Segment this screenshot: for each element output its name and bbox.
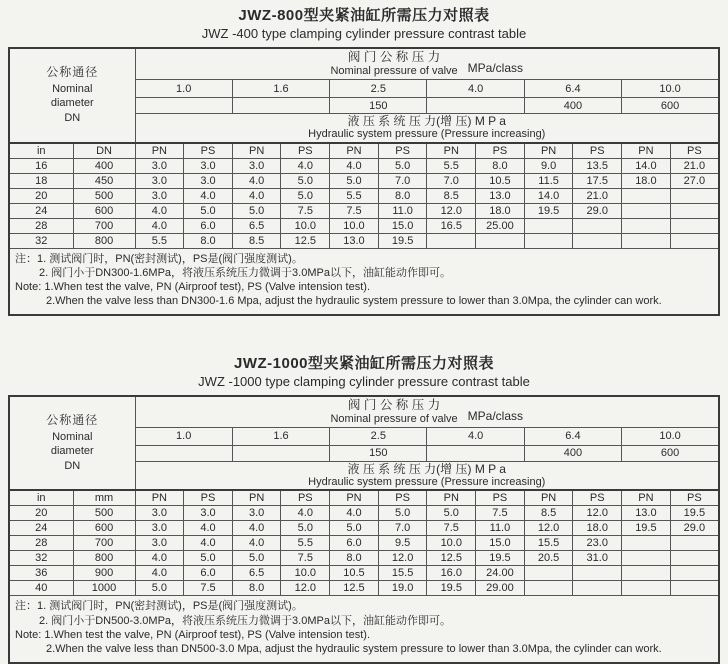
class-code-cell: [232, 98, 329, 114]
notes-block: [9, 596, 719, 663]
pressure-value-cell: 4.0: [232, 536, 281, 551]
size-in-cell: 24: [9, 203, 73, 218]
pressure-value-cell: 16.5: [427, 218, 476, 233]
pressure-value-cell: 8.0: [184, 233, 233, 248]
data-row: [9, 521, 719, 536]
class-code-cell: 150: [330, 98, 427, 114]
pressure-value-cell: 19.5: [427, 581, 476, 596]
nominal-diameter-label-en3: DN: [64, 460, 81, 473]
pressure-value-cell: 5.0: [427, 506, 476, 521]
pressure-value-cell: 9.0: [524, 158, 573, 173]
pressure-value-cell: 10.0: [427, 536, 476, 551]
hydraulic-pressure-header: [135, 461, 719, 490]
note-en-1: Note: 1.When test the valve, PN (Airproof test), PS (Valve intension test).: [15, 280, 371, 293]
pn-ps-header-cell: PS: [476, 490, 525, 506]
pn-ps-header-cell: PN: [622, 490, 671, 506]
pressure-value-cell: 11.0: [476, 521, 525, 536]
size-in-cell: 36: [9, 566, 73, 581]
pressure-value-cell: [524, 581, 573, 596]
data-row: [9, 218, 719, 233]
valve-pressure-label-zh: 阀 门 公 称 压 力: [347, 49, 441, 64]
pressure-value-cell: 29.00: [476, 581, 525, 596]
data-row: [9, 566, 719, 581]
pressure-value-cell: 6.0: [330, 536, 379, 551]
pressure-class-cell: 2.5: [330, 80, 427, 98]
pressure-value-cell: [524, 233, 573, 248]
pressure-value-cell: 10.0: [281, 218, 330, 233]
unit-header-row: [9, 490, 719, 506]
pressure-value-cell: 19.5: [476, 551, 525, 566]
pressure-value-cell: 17.5: [573, 173, 622, 188]
class-code-cell: 600: [622, 445, 719, 461]
pn-ps-header-cell: PN: [232, 490, 281, 506]
size-in-cell: 20: [9, 188, 73, 203]
pressure-value-cell: 16.0: [427, 566, 476, 581]
pn-ps-header-cell: PN: [427, 143, 476, 159]
hydraulic-pressure-label-en: Hydraulic system pressure (Pressure increasing): [308, 128, 546, 141]
pressure-value-cell: 6.0: [184, 566, 233, 581]
size-dn-cell: 450: [73, 173, 135, 188]
pressure-value-cell: 8.5: [232, 233, 281, 248]
data-row: [9, 506, 719, 521]
pressure-value-cell: 4.0: [281, 158, 330, 173]
pressure-value-cell: [670, 536, 719, 551]
size-dn-cell: 800: [73, 233, 135, 248]
nominal-diameter-label-en2: diameter: [50, 97, 94, 110]
pressure-value-cell: [573, 581, 622, 596]
table-title-english: JWZ -1000 type clamping cylinder pressure contrast table: [198, 373, 530, 389]
pressure-value-cell: 15.5: [378, 566, 427, 581]
pressure-value-cell: 12.0: [427, 203, 476, 218]
pressure-value-cell: 27.0: [670, 173, 719, 188]
pn-ps-header-cell: PS: [378, 490, 427, 506]
pressure-value-cell: 18.0: [622, 173, 671, 188]
jwz-1000-table-section: [0, 352, 728, 664]
pressure-value-cell: 3.0: [135, 506, 184, 521]
size-dn-cell: 800: [73, 551, 135, 566]
pressure-value-cell: 19.5: [524, 203, 573, 218]
pressure-value-cell: 5.0: [232, 203, 281, 218]
valve-pressure-unit: MPa/class: [467, 61, 524, 75]
nominal-diameter-label-zh: 公称通径: [46, 413, 99, 428]
pressure-value-cell: [670, 581, 719, 596]
pressure-value-cell: 5.0: [330, 521, 379, 536]
pressure-value-cell: 18.0: [573, 521, 622, 536]
pressure-value-cell: 21.0: [573, 188, 622, 203]
pressure-value-cell: [622, 566, 671, 581]
pressure-value-cell: 23.0: [573, 536, 622, 551]
table-title-chinese: JWZ-800型夹紧油缸所需压力对照表: [238, 7, 490, 24]
pressure-value-cell: 21.0: [670, 158, 719, 173]
pressure-value-cell: [670, 203, 719, 218]
pressure-value-cell: 9.5: [378, 536, 427, 551]
pressure-value-cell: 10.0: [330, 218, 379, 233]
pressure-value-cell: 7.5: [281, 203, 330, 218]
pressure-value-cell: 14.0: [524, 188, 573, 203]
pressure-value-cell: [670, 233, 719, 248]
pressure-value-cell: 5.0: [281, 173, 330, 188]
notes-block: [9, 248, 719, 315]
pressure-value-cell: 5.0: [232, 551, 281, 566]
size-in-cell: 24: [9, 521, 73, 536]
hydraulic-pressure-header: [135, 114, 719, 143]
table-title-chinese: JWZ-1000型夹紧油缸所需压力对照表: [233, 354, 495, 372]
pressure-value-cell: [670, 551, 719, 566]
data-row: [9, 188, 719, 203]
pressure-value-cell: 19.5: [622, 521, 671, 536]
pressure-value-cell: 10.5: [476, 173, 525, 188]
pressure-value-cell: 5.0: [184, 203, 233, 218]
valve-pressure-header: [135, 396, 719, 428]
pressure-class-cell: 1.0: [135, 427, 232, 445]
pressure-value-cell: 8.5: [427, 188, 476, 203]
pressure-value-cell: [573, 233, 622, 248]
note-en-1: Note: 1.When test the valve, PN (Airproof test), PS (Valve intension test).: [15, 628, 371, 641]
size-in-cell: 32: [9, 551, 73, 566]
pn-ps-header-cell: PS: [281, 143, 330, 159]
pressure-value-cell: 3.0: [184, 173, 233, 188]
pressure-value-cell: 5.0: [281, 188, 330, 203]
pressure-value-cell: 6.5: [232, 566, 281, 581]
notes-row: [9, 596, 719, 663]
pressure-value-cell: 3.0: [184, 506, 233, 521]
size-unit-header-cell: in: [9, 143, 73, 159]
pressure-value-cell: 8.0: [330, 551, 379, 566]
size-dn-cell: 900: [73, 566, 135, 581]
pressure-class-cell: 6.4: [524, 427, 621, 445]
pressure-value-cell: 10.0: [281, 566, 330, 581]
pressure-value-cell: 12.0: [524, 521, 573, 536]
nominal-diameter-label-en3: DN: [64, 112, 81, 125]
unit-header-row: [9, 143, 719, 159]
class-code-cell: 600: [622, 98, 719, 114]
pressure-value-cell: 19.5: [670, 506, 719, 521]
size-unit-header-cell: in: [9, 490, 73, 506]
pressure-value-cell: 15.0: [378, 218, 427, 233]
pressure-value-cell: 3.0: [232, 158, 281, 173]
pressure-value-cell: 13.5: [573, 158, 622, 173]
size-dn-cell: 400: [73, 158, 135, 173]
note-en-2: 2.When the valve less than DN500-3.0 Mpa, adjust the hydraulic system pressure to lower than 3.0Mpa, the cylinder can work.: [46, 642, 662, 655]
class-code-cell: 400: [524, 98, 621, 114]
pressure-class-cell: 10.0: [622, 80, 719, 98]
pressure-value-cell: 25.00: [476, 218, 525, 233]
pressure-value-cell: 4.0: [281, 506, 330, 521]
size-dn-cell: 1000: [73, 581, 135, 596]
pressure-value-cell: [622, 188, 671, 203]
data-row: [9, 536, 719, 551]
pressure-value-cell: 3.0: [135, 158, 184, 173]
class-code-cell: 150: [330, 445, 427, 461]
size-unit-header-cell: mm: [73, 490, 135, 506]
note-zh-2: 2. 阀门小于DN500-3.0MPa，将液压系统压力微调于3.0MPa以下，油缸能动作即可。: [39, 614, 451, 627]
pressure-value-cell: 3.0: [135, 188, 184, 203]
pressure-value-cell: 31.0: [573, 551, 622, 566]
pressure-value-cell: 15.0: [476, 536, 525, 551]
pressure-value-cell: 12.5: [427, 551, 476, 566]
pressure-value-cell: [427, 233, 476, 248]
pn-ps-header-cell: PS: [573, 490, 622, 506]
pn-ps-header-cell: PS: [670, 143, 719, 159]
pressure-value-cell: 4.0: [135, 566, 184, 581]
pressure-value-cell: 3.0: [232, 506, 281, 521]
pressure-value-cell: 12.0: [573, 506, 622, 521]
pressure-value-cell: [476, 233, 525, 248]
pn-ps-header-cell: PS: [476, 143, 525, 159]
pressure-value-cell: 5.5: [281, 536, 330, 551]
pressure-value-cell: 5.0: [135, 581, 184, 596]
pressure-value-cell: [622, 551, 671, 566]
pn-ps-header-cell: PN: [524, 143, 573, 159]
pressure-value-cell: 5.0: [378, 506, 427, 521]
pressure-value-cell: 7.0: [378, 521, 427, 536]
pn-ps-header-cell: PS: [378, 143, 427, 159]
class-code-cell: [135, 98, 232, 114]
pressure-value-cell: 12.0: [281, 581, 330, 596]
data-row: [9, 581, 719, 596]
pressure-value-cell: 15.5: [524, 536, 573, 551]
size-in-cell: 28: [9, 536, 73, 551]
pressure-value-cell: 8.0: [378, 188, 427, 203]
pressure-value-cell: 7.5: [330, 203, 379, 218]
data-row: [9, 158, 719, 173]
pressure-value-cell: 4.0: [232, 521, 281, 536]
pressure-value-cell: 12.0: [378, 551, 427, 566]
pressure-value-cell: [670, 566, 719, 581]
pressure-value-cell: 18.0: [476, 203, 525, 218]
class-code-cell: [427, 98, 524, 114]
pn-ps-header-cell: PS: [573, 143, 622, 159]
pressure-class-cell: 1.0: [135, 80, 232, 98]
pressure-value-cell: 4.0: [330, 158, 379, 173]
pressure-value-cell: 5.5: [135, 233, 184, 248]
size-in-cell: 32: [9, 233, 73, 248]
pressure-value-cell: [622, 581, 671, 596]
valve-pressure-header-row: [9, 48, 719, 80]
pn-ps-header-cell: PN: [232, 143, 281, 159]
pressure-class-cell: 10.0: [622, 427, 719, 445]
pressure-value-cell: 3.0: [135, 521, 184, 536]
nominal-diameter-header: [9, 48, 135, 143]
pressure-value-cell: [573, 566, 622, 581]
pn-ps-header-cell: PS: [184, 490, 233, 506]
size-in-cell: 40: [9, 581, 73, 596]
jwz-800-table-section: [0, 4, 728, 316]
pressure-value-cell: 5.0: [330, 173, 379, 188]
hydraulic-pressure-label-zh: 液 压 系 统 压 力(增 压) M P a: [347, 114, 506, 128]
pressure-value-cell: 11.0: [378, 203, 427, 218]
pressure-value-cell: 7.5: [281, 551, 330, 566]
class-code-cell: 400: [524, 445, 621, 461]
pressure-value-cell: 13.0: [476, 188, 525, 203]
pressure-value-cell: 3.0: [135, 173, 184, 188]
pn-ps-header-cell: PN: [135, 143, 184, 159]
nominal-diameter-label-en1: Nominal: [52, 430, 93, 443]
pressure-value-cell: 24.00: [476, 566, 525, 581]
size-in-cell: 28: [9, 218, 73, 233]
valve-pressure-header: [135, 48, 719, 80]
pressure-value-cell: 4.0: [135, 551, 184, 566]
nominal-diameter-label-en1: Nominal: [52, 82, 93, 95]
pressure-class-cell: 6.4: [524, 80, 621, 98]
hydraulic-pressure-label-zh: 液 压 系 统 压 力(增 压) M P a: [347, 461, 506, 476]
valve-pressure-label-zh: 阀 门 公 称 压 力: [347, 397, 441, 412]
data-row: [9, 203, 719, 218]
pn-ps-header-cell: PN: [427, 490, 476, 506]
size-unit-header-cell: DN: [73, 143, 135, 159]
pressure-value-cell: 8.0: [476, 158, 525, 173]
pn-ps-header-cell: PN: [330, 143, 379, 159]
nominal-diameter-label-zh: 公称通径: [46, 65, 99, 80]
pressure-value-cell: 13.0: [330, 233, 379, 248]
pressure-value-cell: 5.0: [281, 521, 330, 536]
pn-ps-header-cell: PS: [670, 490, 719, 506]
pressure-value-cell: 7.0: [378, 173, 427, 188]
pressure-value-cell: 29.0: [670, 521, 719, 536]
pressure-value-cell: 12.5: [281, 233, 330, 248]
pressure-value-cell: 3.0: [135, 536, 184, 551]
pressure-value-cell: 4.0: [184, 188, 233, 203]
class-code-cell: [232, 445, 329, 461]
size-dn-cell: 600: [73, 203, 135, 218]
pressure-value-cell: [622, 218, 671, 233]
notes-row: [9, 248, 719, 315]
pressure-value-cell: 6.0: [184, 218, 233, 233]
pressure-value-cell: 12.5: [330, 581, 379, 596]
pressure-value-cell: 4.0: [184, 536, 233, 551]
valve-pressure-unit: MPa/class: [467, 408, 524, 423]
size-dn-cell: 700: [73, 218, 135, 233]
pressure-class-cell: 1.6: [232, 80, 329, 98]
note-zh-1: 注：1. 测试阀门时，PN(密封测试)，PS是(阀门强度测试)。: [15, 600, 303, 613]
pn-ps-header-cell: PS: [281, 490, 330, 506]
hydraulic-pressure-label-en: Hydraulic system pressure (Pressure increasing): [308, 476, 546, 489]
valve-pressure-label-en: Nominal pressure of valve: [330, 64, 458, 77]
pressure-value-cell: 4.0: [232, 173, 281, 188]
pressure-value-cell: 5.0: [378, 158, 427, 173]
pressure-value-cell: [670, 218, 719, 233]
pressure-value-cell: 7.5: [184, 581, 233, 596]
pressure-class-cell: 2.5: [330, 427, 427, 445]
pressure-value-cell: 5.0: [184, 551, 233, 566]
pressure-value-cell: 8.0: [232, 581, 281, 596]
pressure-value-cell: [524, 566, 573, 581]
pressure-value-cell: [573, 218, 622, 233]
pressure-value-cell: 29.0: [573, 203, 622, 218]
data-row: [9, 551, 719, 566]
size-dn-cell: 600: [73, 521, 135, 536]
pressure-contrast-table: [8, 47, 720, 316]
pressure-value-cell: 4.0: [135, 218, 184, 233]
pressure-value-cell: 4.0: [232, 188, 281, 203]
pressure-value-cell: 5.5: [330, 188, 379, 203]
data-row: [9, 233, 719, 248]
note-zh-2: 2. 阀门小于DN300-1.6MPa，将液压系统压力微调于3.0MPa以下，油缸能动作即可。: [39, 266, 451, 279]
size-in-cell: 20: [9, 506, 73, 521]
size-dn-cell: 500: [73, 188, 135, 203]
pressure-value-cell: [622, 203, 671, 218]
pressure-value-cell: 19.5: [378, 233, 427, 248]
pn-ps-header-cell: PN: [524, 490, 573, 506]
pressure-class-cell: 4.0: [427, 80, 524, 98]
pressure-value-cell: 11.5: [524, 173, 573, 188]
class-code-cell: [135, 445, 232, 461]
pressure-value-cell: 4.0: [330, 506, 379, 521]
pn-ps-header-cell: PN: [622, 143, 671, 159]
size-in-cell: 18: [9, 173, 73, 188]
pressure-value-cell: 20.5: [524, 551, 573, 566]
pressure-value-cell: 3.0: [184, 158, 233, 173]
pressure-value-cell: 7.0: [427, 173, 476, 188]
pressure-value-cell: 7.5: [476, 506, 525, 521]
pressure-value-cell: [622, 536, 671, 551]
note-en-2: 2.When the valve less than DN300-1.6 Mpa, adjust the hydraulic system pressure to lower than 3.0Mpa, the cylinder can work.: [46, 294, 662, 307]
note-zh-1: 注：1. 测试阀门时，PN(密封测试)，PS是(阀门强度测试)。: [15, 252, 303, 265]
pressure-value-cell: 19.0: [378, 581, 427, 596]
size-dn-cell: 500: [73, 506, 135, 521]
pressure-value-cell: 8.5: [524, 506, 573, 521]
pressure-contrast-table: [8, 395, 720, 664]
nominal-diameter-header: [9, 396, 135, 491]
valve-pressure-label-en: Nominal pressure of valve: [330, 412, 458, 425]
pressure-value-cell: 14.0: [622, 158, 671, 173]
pressure-value-cell: 4.0: [184, 521, 233, 536]
pressure-value-cell: 4.0: [135, 203, 184, 218]
pn-ps-header-cell: PN: [330, 490, 379, 506]
pn-ps-header-cell: PN: [135, 490, 184, 506]
pressure-value-cell: 7.5: [427, 521, 476, 536]
valve-pressure-header-row: [9, 396, 719, 428]
pressure-value-cell: [524, 218, 573, 233]
pressure-value-cell: 5.5: [427, 158, 476, 173]
pressure-value-cell: [670, 188, 719, 203]
table-title-english: JWZ -400 type clamping cylinder pressure contrast table: [201, 26, 527, 41]
nominal-diameter-label-en2: diameter: [50, 445, 94, 458]
pressure-value-cell: 6.5: [232, 218, 281, 233]
pressure-value-cell: 10.5: [330, 566, 379, 581]
size-dn-cell: 700: [73, 536, 135, 551]
data-row: [9, 173, 719, 188]
pn-ps-header-cell: PS: [184, 143, 233, 159]
pressure-class-cell: 4.0: [427, 427, 524, 445]
pressure-value-cell: 13.0: [622, 506, 671, 521]
size-in-cell: 16: [9, 158, 73, 173]
class-code-cell: [427, 445, 524, 461]
pressure-value-cell: [622, 233, 671, 248]
pressure-class-cell: 1.6: [232, 427, 329, 445]
